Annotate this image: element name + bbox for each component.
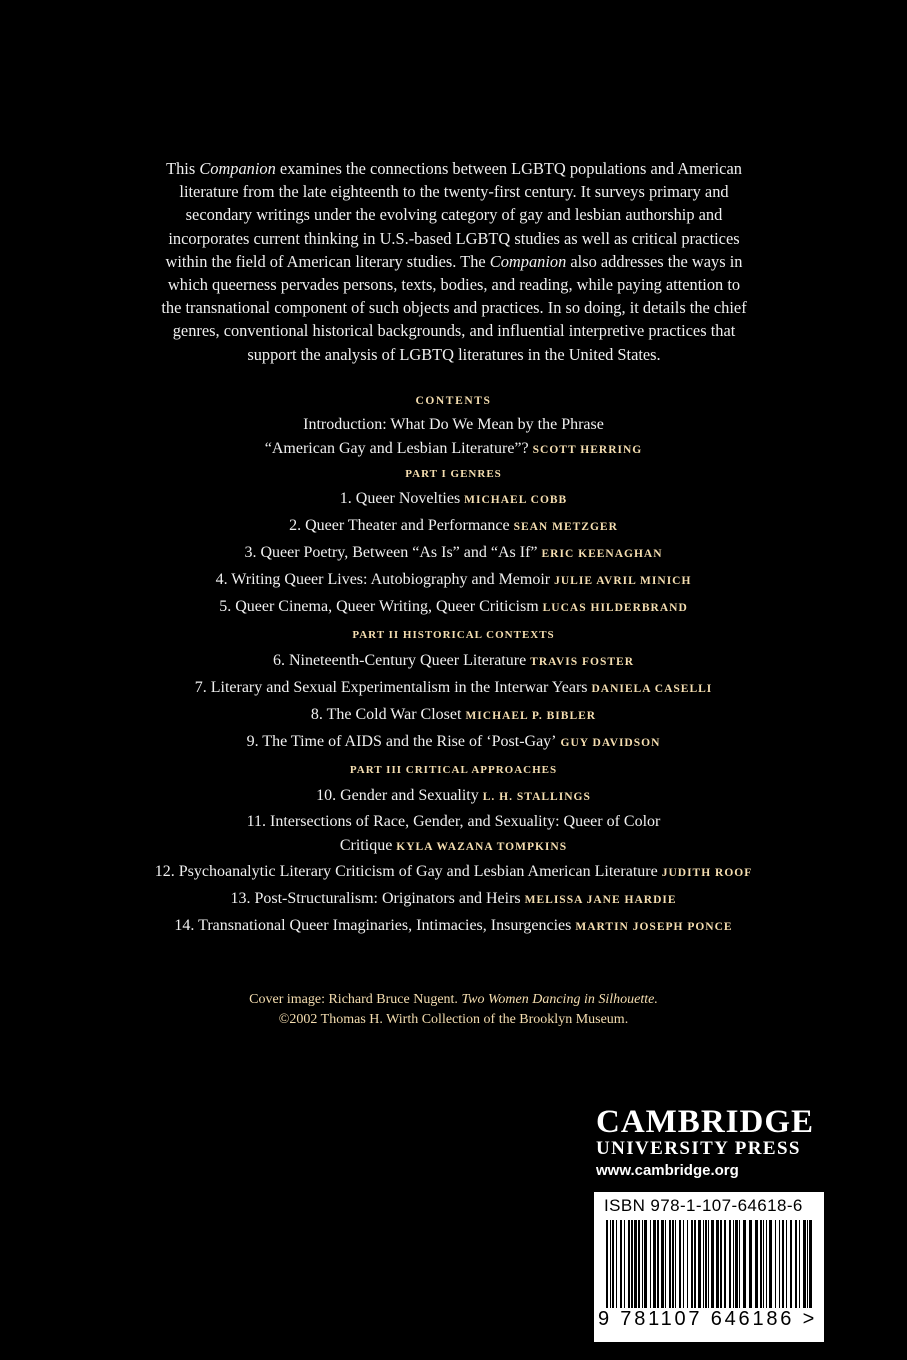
toc-chapter: 10. Gender and Sexuality L. H. STALLINGS: [316, 787, 591, 804]
toc-intro-line1: Introduction: What Do We Mean by the Phrase: [303, 416, 604, 433]
blurb-line: genres, conventional historical backgrounds, and influential interpretive practices that: [172, 321, 736, 341]
blurb-line: within the field of American literary studies. The Companion also addresses the ways in: [165, 251, 743, 271]
toc-author: MARTIN JOSEPH PONCE: [575, 921, 733, 933]
barcode-bar: [766, 1220, 767, 1308]
barcode-bar: [760, 1220, 762, 1308]
blurb-line: the transnational component of such objects and practices. In so doing, it details the chief: [161, 298, 747, 318]
barcode-bar: [749, 1220, 752, 1308]
barcode-bar: [755, 1220, 758, 1308]
cover-image-credit: [0, 990, 907, 1030]
barcode-bar: [795, 1220, 797, 1308]
barcode-bar: [733, 1220, 734, 1308]
blurb-line: support the analysis of LGBTQ literatures in the United States.: [247, 344, 661, 364]
barcode-bar: [665, 1220, 666, 1308]
toc-chapter: 7. Literary and Sexual Experimentalism in the Interwar Years DANIELA CASELLI: [194, 679, 713, 696]
toc-chapter: 1. Queer Novelties MICHAEL COBB: [339, 490, 568, 507]
publisher-logo: [596, 1106, 836, 1182]
toc-chapter: 14. Transnational Queer Imaginaries, Intimacies, Insurgencies MARTIN JOSEPH PONCE: [174, 917, 733, 934]
toc-intro-line2: “American Gay and Lesbian Literature”? SCOTT HERRING: [264, 440, 643, 457]
toc-author: MICHAEL P. BIBLER: [465, 710, 597, 722]
barcode-bar: [687, 1220, 688, 1308]
publisher-url: www.cambridge.org: [596, 1162, 739, 1179]
barcode-bar: [683, 1220, 684, 1308]
barcode-bar: [616, 1220, 617, 1308]
isbn-number: ISBN 978-1-107-64618-6: [604, 1196, 803, 1215]
barcode-bar: [675, 1220, 676, 1308]
toc-chapter: 9. The Time of AIDS and the Rise of ‘Post-Gay’ GUY DAVIDSON: [246, 733, 661, 750]
barcode-bar: [657, 1220, 659, 1308]
toc-chapter: 4. Writing Queer Lives: Autobiography and Memoir JULIE AVRIL MINICH: [215, 571, 692, 588]
barcode-bar: [628, 1220, 630, 1308]
barcode-bar: [720, 1220, 722, 1308]
barcode-bar: [679, 1220, 681, 1308]
toc-chapter: Critique KYLA WAZANA TOMPKINS: [339, 837, 568, 854]
barcode-bar: [786, 1220, 787, 1308]
toc-author: GUY DAVIDSON: [560, 737, 661, 749]
barcode-bar: [642, 1220, 643, 1308]
barcode-bar: [631, 1220, 633, 1308]
toc-chapter: 12. Psychoanalytic Literary Criticism of Gay and Lesbian American Literature JUDITH ROOF: [154, 863, 753, 880]
barcode-bar: [606, 1220, 608, 1308]
toc-author: LUCAS HILDERBRAND: [542, 602, 688, 614]
barcode-bar: [620, 1220, 622, 1308]
toc-chapter: 13. Post-Structuralism: Originators and Heirs MELISSA JANE HARDIE: [230, 890, 677, 907]
cover-credit-line2: ©2002 Thomas H. Wirth Collection of the Brooklyn Museum.: [278, 1012, 629, 1027]
toc-author: SCOTT HERRING: [532, 444, 643, 456]
barcode-bar: [799, 1220, 800, 1308]
barcode-bar: [711, 1220, 714, 1308]
toc-author: MELISSA JANE HARDIE: [524, 894, 677, 906]
toc-author: TRAVIS FOSTER: [530, 656, 635, 668]
toc-author: JULIE AVRIL MINICH: [554, 575, 692, 587]
barcode-bar: [716, 1220, 719, 1308]
barcode-bar: [698, 1220, 701, 1308]
barcode-bar: [735, 1220, 738, 1308]
barcode-bar: [705, 1220, 707, 1308]
barcode-bar: [782, 1220, 784, 1308]
toc-chapter: 6. Nineteenth-Century Queer Literature TRAVIS FOSTER: [272, 652, 635, 669]
contents-heading: CONTENTS: [415, 395, 492, 407]
toc-chapter: 8. The Cold War Closet MICHAEL P. BIBLER: [310, 706, 597, 723]
barcode-bar: [803, 1220, 806, 1308]
toc-author: SEAN METZGER: [513, 521, 618, 533]
cover-credit-line1: Cover image: Richard Bruce Nugent. Two Women Dancing in Silhouette.: [249, 992, 658, 1007]
publisher-name: CAMBRIDGE: [596, 1104, 815, 1140]
toc-chapter: 11. Intersections of Race, Gender, and Sexuality: Queer of Color: [246, 813, 661, 830]
barcode-bar: [769, 1220, 772, 1308]
barcode-bar: [729, 1220, 731, 1308]
barcode-bar: [739, 1220, 740, 1308]
toc-author: DANIELA CASELLI: [591, 683, 713, 695]
blurb-line: literature from the late eighteenth to the twenty-first century. It surveys primary and: [179, 182, 729, 202]
barcode-bars: [604, 1220, 814, 1308]
barcode-bar: [743, 1220, 746, 1308]
toc-author: KYLA WAZANA TOMPKINS: [396, 841, 568, 853]
blurb-line: incorporates current thinking in U.S.-based LGBTQ studies as well as critical practices: [168, 228, 740, 248]
barcode-bar: [790, 1220, 792, 1308]
barcode-bar: [653, 1220, 656, 1308]
isbn-barcode: [594, 1192, 824, 1342]
barcode-bar: [724, 1220, 726, 1308]
barcode-bar: [703, 1220, 704, 1308]
barcode-bar: [644, 1220, 647, 1308]
barcode-bar: [694, 1220, 696, 1308]
barcode-bar: [638, 1220, 640, 1308]
barcode-bar: [624, 1220, 625, 1308]
publisher-subtitle: UNIVERSITY PRESS: [596, 1138, 801, 1159]
blurb-line: secondary writings under the evolving category of gay and lesbian authorship and: [185, 205, 723, 225]
toc-chapter: 3. Queer Poetry, Between “As Is” and “As If” ERIC KEENAGHAN: [244, 544, 663, 561]
barcode-bar: [612, 1220, 614, 1308]
barcode-bar: [661, 1220, 664, 1308]
toc-author: ERIC KEENAGHAN: [541, 548, 663, 560]
toc-author: MICHAEL COBB: [464, 494, 568, 506]
barcode-bar: [650, 1220, 651, 1308]
barcode-bar: [672, 1220, 674, 1308]
blurb-line: which queerness pervades persons, texts, bodies, and reading, while paying attention to: [167, 275, 741, 295]
barcode-bar: [807, 1220, 808, 1308]
toc-chapter: 2. Queer Theater and Performance SEAN METZGER: [289, 517, 618, 534]
toc-part-1: PART I GENRES: [405, 468, 502, 480]
toc-author: L. H. STALLINGS: [482, 791, 591, 803]
barcode-digits: 9 781107 646186 >: [598, 1308, 818, 1330]
barcode-bar: [634, 1220, 637, 1308]
toc-part-3: PART III CRITICAL APPROACHES: [349, 764, 558, 776]
description-blurb: [136, 157, 772, 366]
barcode-bar: [669, 1220, 671, 1308]
barcode-bar: [775, 1220, 776, 1308]
blurb-line: This Companion examines the connections between LGBTQ populations and American: [166, 159, 742, 178]
barcode-bar: [708, 1220, 709, 1308]
barcode-bar: [779, 1220, 780, 1308]
toc-chapter: 5. Queer Cinema, Queer Writing, Queer Criticism LUCAS HILDERBRAND: [219, 598, 688, 615]
barcode-bar: [809, 1220, 812, 1308]
barcode-bar: [691, 1220, 693, 1308]
barcode-bar: [610, 1220, 611, 1308]
toc-author: JUDITH ROOF: [661, 867, 753, 879]
toc-part-2: PART II HISTORICAL CONTEXTS: [352, 629, 555, 641]
barcode-bar: [763, 1220, 764, 1308]
